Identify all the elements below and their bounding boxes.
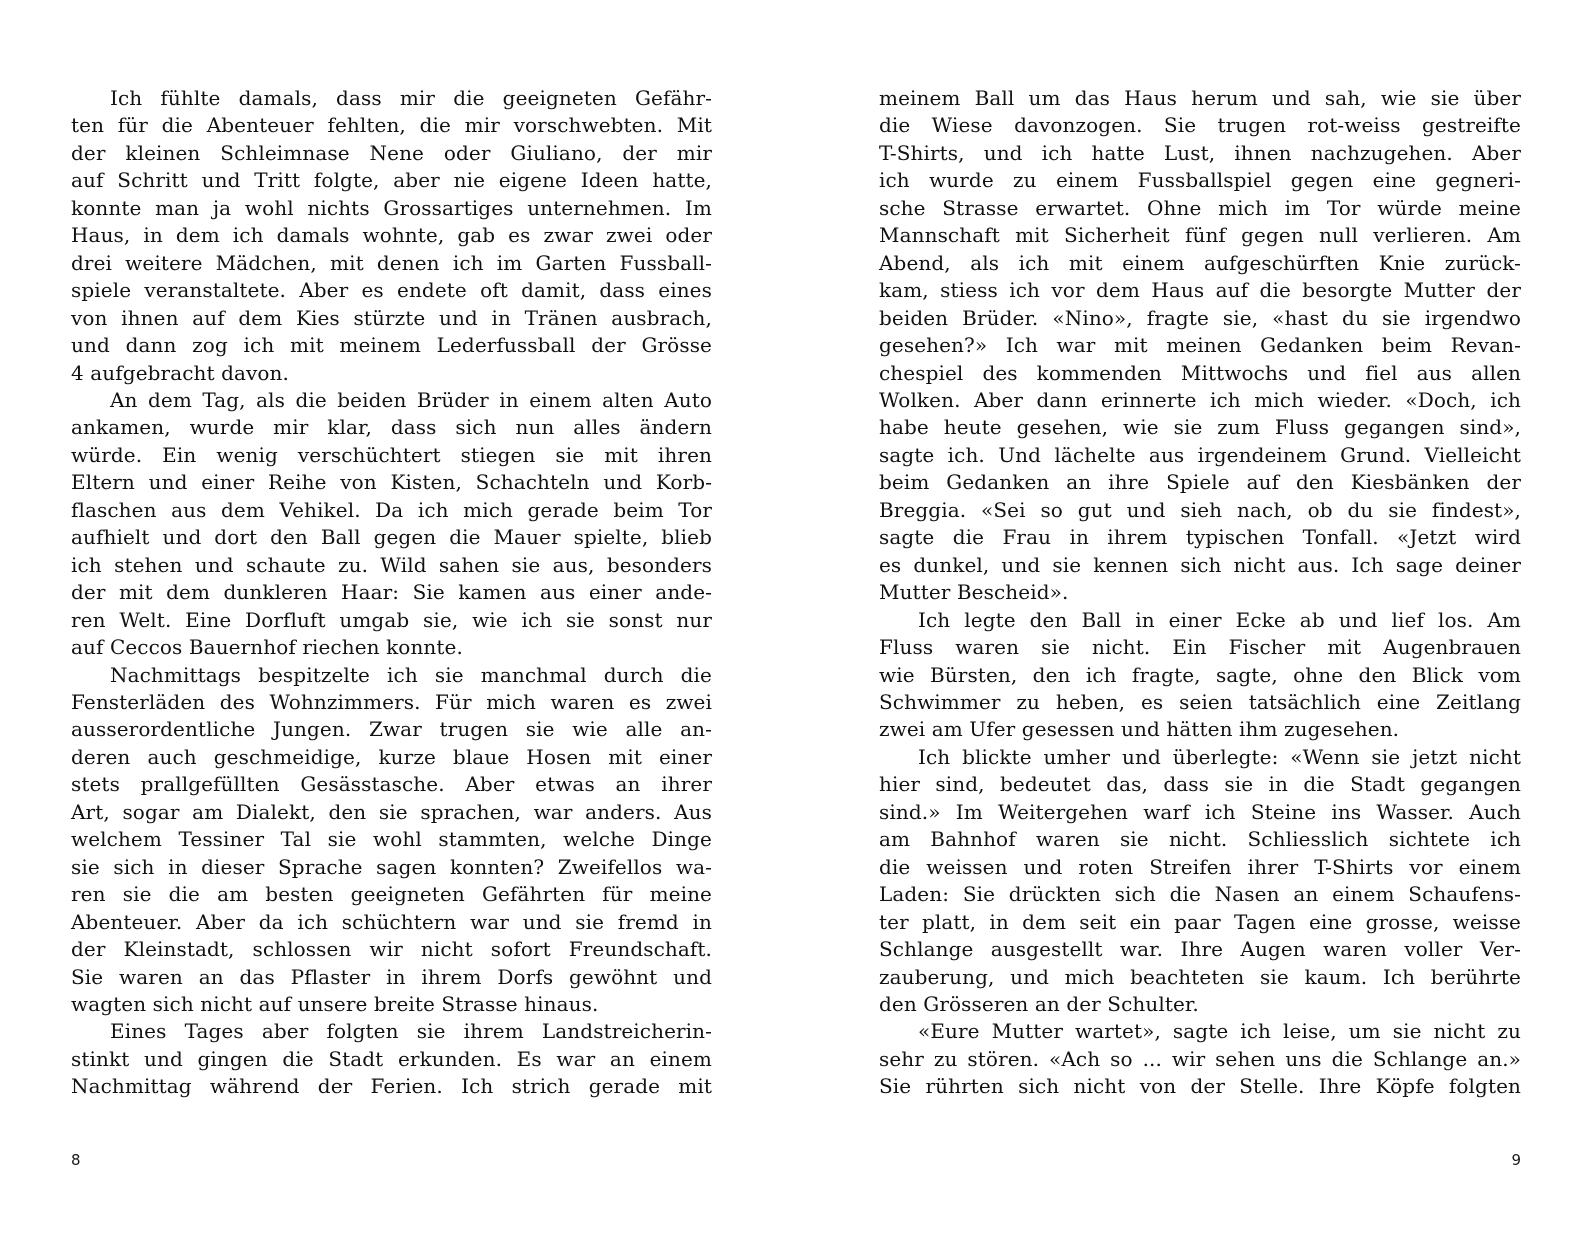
text-line: stinkt und gingen die Stadt erkunden. Es war an einem (71, 1046, 712, 1071)
text-line: Ich fühlte damals, dass mir die geeigneten Gefähr- (110, 86, 712, 110)
text-line: deren auch geschmeidige, kurze blaue Hosen mit einer (71, 744, 712, 769)
text-line: ich stehen und schaute zu. Wild sahen sie aus, besonders (71, 552, 712, 577)
text-line: beiden Brüder. «Nino», fragte sie, «hast du sie irgendwo (879, 305, 1521, 330)
text-line: wagten sich nicht auf unsere breite Strasse hinaus. (71, 991, 599, 1016)
text-line: kam, stiess ich vor dem Haus auf die besorgte Mutter der (879, 278, 1521, 303)
text-line: den Grösseren an der Schulter. (879, 991, 1199, 1016)
text-line: ten für die Abenteuer fehlten, die mir vorschwebten. Mit (71, 113, 712, 138)
text-line: Abend, als ich mit einem aufgeschürften Knie zurück- (879, 250, 1521, 275)
text-line: Schlange ausgestellt war. Ihre Augen waren voller Ver- (879, 937, 1521, 962)
page-right (879, 85, 1521, 1101)
text-line: zauberung, und mich beachteten sie kaum. Ich berührte (879, 964, 1521, 989)
text-line: der mit dem dunkleren Haar: Sie kamen aus einer ande- (71, 580, 712, 605)
text-line: drei weitere Mädchen, mit denen ich im Garten Fussball- (71, 250, 712, 275)
text-line: Sie rührten sich nicht von der Stelle. Ihre Köpfe folgten (879, 1074, 1521, 1099)
text-line: wie Bürsten, den ich fragte, sagte, ohne den Blick vom (879, 662, 1521, 687)
text-line: Breggia. «Sei so gut und sieh nach, ob du sie findest», (879, 497, 1521, 522)
text-line: Fluss waren sie nicht. Ein Fischer mit Augenbrauen (879, 635, 1521, 660)
text-line: sind.» Im Weitergehen warf ich Steine ins Wasser. Auch (879, 799, 1521, 824)
text-line: Mannschaft mit Sicherheit fünf gegen null verlieren. Am (879, 223, 1521, 248)
text-line: am Bahnhof waren sie nicht. Schliesslich sichtete ich (879, 827, 1521, 852)
text-line: Ich blickte umher und überlegte: «Wenn sie jetzt nicht (918, 744, 1521, 769)
text-line: von ihnen auf dem Kies stürzte und in Tränen ausbrach, (71, 305, 712, 330)
text-line: stets prallgefüllten Gesässtasche. Aber etwas an ihrer (71, 772, 712, 797)
text-line: hier sind, bedeutet das, dass sie in die Stadt gegangen (879, 772, 1521, 797)
text-line: es dunkel, und sie kennen sich nicht aus. Ich sage deiner (879, 552, 1521, 577)
text-line: der kleinen Schleimnase Nene oder Giuliano, der mir (71, 140, 712, 165)
text-line: sagte ich. Und lächelte aus irgendeinem Grund. Vielleicht (879, 442, 1521, 467)
text-line: Schwimmer zu heben, es seien tatsächlich eine Zeitlang (879, 689, 1521, 714)
text-line: beim Gedanken an ihre Spiele auf den Kiesbänken der (879, 470, 1521, 495)
text-line: und dann zog ich mit meinem Lederfussball der Grösse (71, 333, 712, 358)
text-line: zwei am Ufer gesessen und hätten ihm zugesehen. (879, 717, 1400, 742)
page-number-left: 8 (71, 1151, 81, 1169)
text-line: ren sie die am besten geeigneten Gefährten für meine (71, 882, 712, 907)
text-line: «Eure Mutter wartet», sagte ich leise, um sie nicht zu (918, 1019, 1521, 1044)
text-line: aufhielt und dort den Ball gegen die Mauer spielte, blieb (71, 525, 712, 550)
text-line: die weissen und roten Streifen ihrer T-Shirts vor einem (879, 854, 1521, 879)
text-line: spiele veranstaltete. Aber es endete oft damit, dass eines (71, 278, 712, 303)
text-line: Haus, in dem ich damals wohnte, gab es zwar zwei oder (71, 223, 712, 248)
text-line: habe heute gesehen, wie sie zum Fluss gegangen sind», (879, 415, 1521, 440)
text-line: ter platt, in dem seit ein paar Tagen eine grosse, weisse (879, 909, 1521, 934)
text-line: ausserordentliche Jungen. Zwar trugen sie wie alle an- (71, 717, 712, 742)
text-line: An dem Tag, als die beiden Brüder in einem alten Auto (110, 387, 712, 412)
text-line: flaschen aus dem Vehikel. Da ich mich gerade beim Tor (71, 497, 712, 522)
text-line: sie sich in dieser Sprache sagen konnten? Zweifellos wa- (71, 854, 712, 879)
text-line: Sie waren an das Pflaster in ihrem Dorfs gewöhnt und (71, 964, 712, 989)
text-line: Art, sogar am Dialekt, den sie sprachen, war anders. Aus (71, 799, 712, 824)
text-line: chespiel des kommenden Mittwochs und fiel aus allen (879, 360, 1521, 385)
text-line: Laden: Sie drückten sich die Nasen an einem Schaufens- (879, 882, 1521, 907)
page-left-text-column (71, 85, 712, 1101)
text-line: ankamen, wurde mir klar, dass sich nun alles ändern (71, 415, 712, 440)
text-line: Nachmittags bespitzelte ich sie manchmal durch die (110, 662, 712, 687)
text-line: sagte die Frau in ihrem typischen Tonfall. «Jetzt wird (879, 525, 1521, 550)
page-right-text-column (879, 85, 1521, 1101)
text-line: konnte man ja wohl nichts Grossartiges unternehmen. Im (71, 195, 712, 220)
text-line: Nachmittag während der Ferien. Ich strich gerade mit (71, 1074, 712, 1099)
text-line: der Kleinstadt, schlossen wir nicht sofort Freundschaft. (71, 937, 712, 962)
text-line: Abenteuer. Aber da ich schüchtern war und sie fremd in (71, 909, 712, 934)
text-line: ren Welt. Eine Dorfluft umgab sie, wie ich sie sonst nur (71, 607, 712, 632)
text-line: Mutter Bescheid». (879, 580, 1069, 605)
page-left (71, 85, 712, 1101)
text-line: Ich legte den Ball in einer Ecke ab und lief los. Am (918, 607, 1521, 632)
text-line: T-Shirts, und ich hatte Lust, ihnen nachzugehen. Aber (879, 140, 1521, 165)
text-line: ich wurde zu einem Fussballspiel gegen eine gegneri- (879, 168, 1521, 193)
text-line: auf Schritt und Tritt folgte, aber nie eigene Ideen hatte, (71, 168, 712, 193)
text-line: auf Ceccos Bauernhof riechen konnte. (71, 635, 463, 660)
text-line: würde. Ein wenig verschüchtert stiegen sie mit ihren (71, 442, 712, 467)
text-line: sche Strasse erwartet. Ohne mich im Tor würde meine (879, 195, 1521, 220)
text-line: meinem Ball um das Haus herum und sah, wie sie über (879, 86, 1521, 110)
page-number-right: 9 (1511, 1151, 1521, 1169)
text-line: Fensterläden des Wohnzimmers. Für mich waren es zwei (71, 689, 712, 714)
text-line: sehr zu stören. «Ach so ... wir sehen uns die Schlange an.» (879, 1046, 1521, 1071)
text-line: Eines Tages aber folgten sie ihrem Landstreicherin- (110, 1019, 712, 1044)
text-line: die Wiese davonzogen. Sie trugen rot-weiss gestreifte (879, 113, 1521, 138)
text-line: 4 aufgebracht davon. (71, 360, 289, 385)
text-line: welchem Tessiner Tal sie wohl stammten, welche Dinge (71, 827, 712, 852)
text-line: Eltern und einer Reihe von Kisten, Schachteln und Korb- (71, 470, 712, 495)
text-line: Wolken. Aber dann erinnerte ich mich wieder. «Doch, ich (879, 387, 1521, 412)
text-line: gesehen?» Ich war mit meinen Gedanken beim Revan- (879, 333, 1521, 358)
